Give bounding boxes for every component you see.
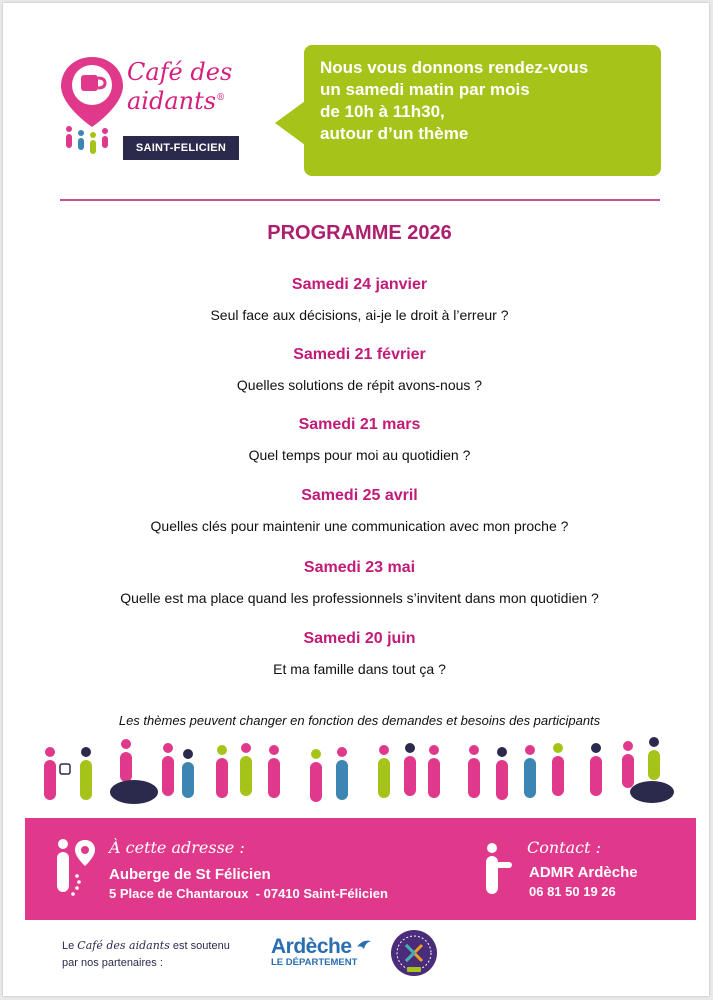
logo-title-text: aidants xyxy=(127,87,217,115)
ardeche-bird-icon xyxy=(356,939,372,951)
bubble-line: Nous vous donnons rendez-vous xyxy=(320,58,589,77)
session-theme: Quel temps pour moi au quotidien ? xyxy=(248,447,471,463)
bubble-line: autour d’un thème xyxy=(320,124,469,143)
flyer-page xyxy=(3,3,709,996)
location-pin-icon xyxy=(55,838,95,903)
support-prefix: Le xyxy=(62,940,78,952)
registered-mark: ® xyxy=(216,93,226,103)
contact-label: Contact : xyxy=(527,838,602,857)
session-date: Samedi 23 mai xyxy=(303,559,416,576)
contact-name: ADMR Ardèche xyxy=(529,864,638,881)
support-suffix: est soutenu xyxy=(169,940,230,952)
partner-seal-icon xyxy=(390,929,438,977)
bubble-line: de 10h à 11h30, xyxy=(320,102,445,121)
session-theme: Quelles clés pour maintenir une communication avec mon proche ? xyxy=(150,518,569,534)
session-date: Samedi 21 février xyxy=(293,346,426,363)
session-date: Samedi 25 avril xyxy=(301,487,418,504)
logo-title-line-1: Café des xyxy=(127,58,233,86)
address-name: Auberge de St Félicien xyxy=(109,866,271,883)
support-em: Café des aidants xyxy=(77,939,170,952)
session-item xyxy=(3,415,713,464)
ardeche-department-logo xyxy=(271,935,372,968)
address-street: 5 Place de Chantaroux - 07410 Saint-Félicien xyxy=(109,886,388,901)
location-badge: SAINT-FELICIEN xyxy=(123,136,239,160)
header-divider xyxy=(60,199,660,201)
session-item xyxy=(3,629,713,678)
session-date: Samedi 24 janvier xyxy=(291,276,428,293)
support-text xyxy=(62,937,230,972)
session-theme: Et ma famille dans tout ça ? xyxy=(273,661,446,677)
programme-title: PROGRAMME 2026 xyxy=(267,222,452,244)
bubble-line: un samedi matin par mois xyxy=(320,80,530,99)
info-bubble xyxy=(304,45,661,176)
support-line-2: par nos partenaires : xyxy=(62,957,163,969)
session-date: Samedi 20 juin xyxy=(303,630,416,647)
logo-title xyxy=(127,59,257,114)
contact-phone[interactable]: 06 81 50 19 26 xyxy=(529,884,616,899)
session-theme: Quelle est ma place quand les professionnels s’invitent dans mon quotidien ? xyxy=(120,590,599,606)
support-line-1 xyxy=(62,937,230,955)
session-item xyxy=(3,345,713,394)
session-item xyxy=(3,486,713,535)
address-label: À cette adresse : xyxy=(109,838,245,857)
themes-note: Les thèmes peuvent changer en fonction des demandes et besoins des participants xyxy=(118,713,601,728)
session-date: Samedi 21 mars xyxy=(298,416,421,433)
dept-sub: LE DÉPARTEMENT xyxy=(271,957,358,968)
session-item xyxy=(3,558,713,607)
session-theme: Quelles solutions de répit avons-nous ? xyxy=(236,377,483,393)
session-item xyxy=(3,275,713,324)
session-theme: Seul face aux décisions, ai-je le droit à l’erreur ? xyxy=(210,307,509,323)
person-icon xyxy=(482,842,514,897)
dept-name-row xyxy=(271,935,372,959)
dept-name: Ardèche xyxy=(271,935,352,958)
people-illustration xyxy=(38,736,678,806)
footer-band xyxy=(25,818,696,920)
logo-title-line-2 xyxy=(127,85,257,114)
